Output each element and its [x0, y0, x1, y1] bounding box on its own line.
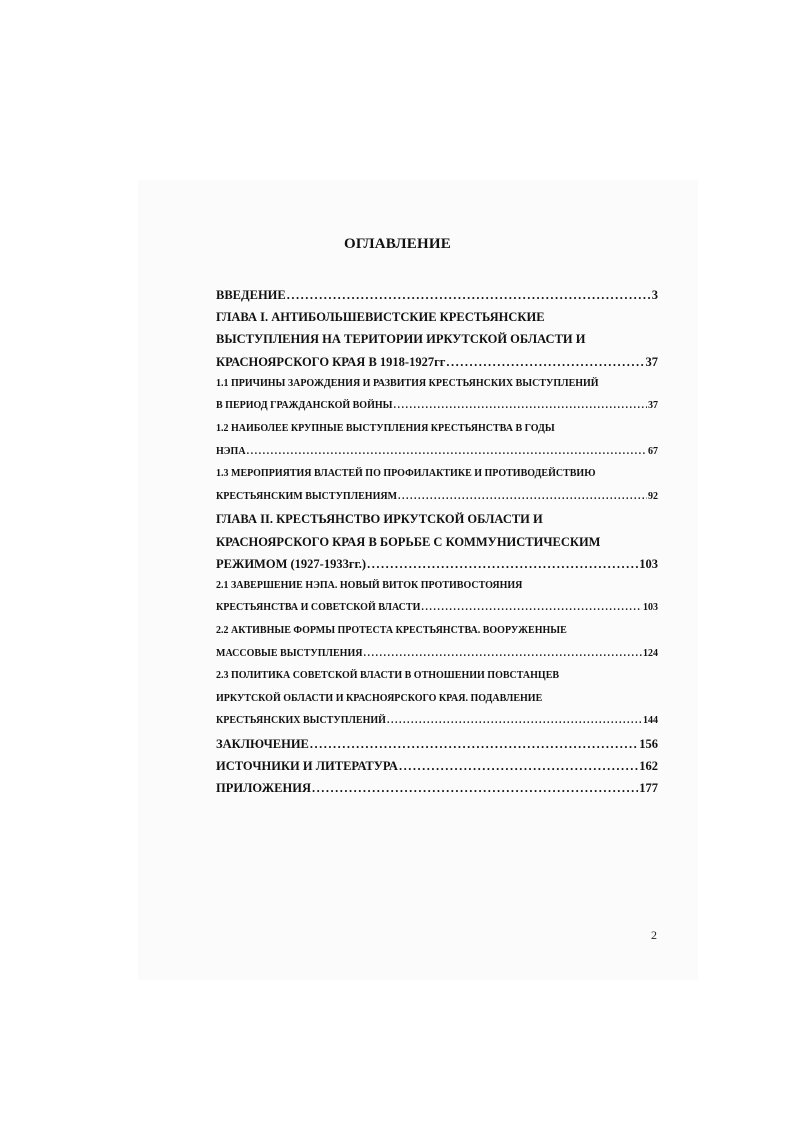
- toc-entry-text: 2.3 ПОЛИТИКА СОВЕТСКОЙ ВЛАСТИ В ОТНОШЕНИИ ПОВСТАНЦЕВ: [216, 670, 560, 682]
- toc-entry-page: 37: [648, 400, 658, 412]
- toc-entry-text: ВВЕДЕНИЕ: [216, 288, 286, 302]
- toc-entry: [216, 328, 658, 350]
- toc-entry-text: КРАСНОЯРСКОГО КРАЯ В БОРЬБЕ С КОММУНИСТИЧЕСКИМ: [216, 534, 601, 549]
- toc-entry-text: 1.3 МЕРОПРИЯТИЯ ВЛАСТЕЙ ПО ПРОФИЛАКТИКЕ И ПРОТИВОДЕЙСТВИЮ: [216, 468, 596, 480]
- toc-entry: [216, 531, 658, 553]
- toc-entry-page: 103: [643, 602, 658, 614]
- dot-leader: [393, 395, 647, 418]
- table-of-contents: [216, 284, 658, 800]
- dot-leader: [446, 351, 644, 373]
- toc-entry-page: 124: [643, 647, 658, 659]
- toc-entry-page: 162: [639, 759, 658, 774]
- toc-entry: [216, 463, 658, 486]
- toc-entry: [216, 508, 658, 530]
- dot-leader: [312, 777, 638, 799]
- toc-entry: [216, 553, 658, 575]
- dot-leader: [247, 441, 647, 464]
- dot-leader: [421, 597, 642, 620]
- toc-entry-page: 3: [651, 288, 658, 302]
- dot-leader: [398, 486, 647, 509]
- toc-entry-page: 156: [639, 737, 658, 752]
- dot-leader: [287, 284, 651, 306]
- toc-entry-text: НЭПА: [216, 445, 246, 457]
- dot-leader: [310, 733, 638, 755]
- toc-entry: [216, 351, 658, 373]
- toc-entry: [216, 665, 658, 688]
- toc-entry-text: КРЕСТЬЯНСТВА И СОВЕТСКОЙ ВЛАСТИ: [216, 602, 421, 614]
- toc-entry-text: РЕЖИМОМ (1927-1933гг.): [216, 556, 367, 571]
- toc-entry-page: 37: [645, 354, 658, 369]
- toc-entry-text: КРЕСТЬЯНСКИХ ВЫСТУПЛЕНИЙ: [216, 715, 386, 727]
- toc-entry-text: КРЕСТЬЯНСКИМ ВЫСТУПЛЕНИЯМ: [216, 490, 398, 502]
- page-title: ОГЛАВЛЕНИЕ: [344, 236, 451, 252]
- toc-entry-text: 2.2 АКТИВНЫЕ ФОРМЫ ПРОТЕСТА КРЕСТЬЯНСТВА. ВООРУЖЕННЫЕ: [216, 625, 567, 637]
- toc-entry-text: КРАСНОЯРСКОГО КРАЯ В 1918-1927гг: [216, 354, 446, 369]
- toc-entry: [216, 395, 658, 418]
- dot-leader: [363, 643, 642, 666]
- toc-entry-text: 1.1 ПРИЧИНЫ ЗАРОЖДЕНИЯ И РАЗВИТИЯ КРЕСТЬЯНСКИХ ВЫСТУПЛЕНИЙ: [216, 377, 599, 389]
- toc-entry-page: 103: [639, 556, 658, 571]
- toc-entry: [216, 733, 658, 755]
- toc-entry: [216, 284, 658, 306]
- toc-entry-text: 2.1 ЗАВЕРШЕНИЕ НЭПА. НОВЫЙ ВИТОК ПРОТИВОСТОЯНИЯ: [216, 579, 523, 591]
- toc-entry: [216, 418, 658, 441]
- toc-entry: [216, 373, 658, 396]
- toc-entry: [216, 710, 658, 733]
- dot-leader: [387, 710, 642, 733]
- toc-entry-text: ПРИЛОЖЕНИЯ: [216, 781, 311, 796]
- toc-entry: [216, 643, 658, 666]
- toc-entry: [216, 486, 658, 509]
- toc-entry-text: ГЛАВА II. КРЕСТЬЯНСТВО ИРКУТСКОЙ ОБЛАСТИ И: [216, 512, 543, 527]
- toc-entry-text: ГЛАВА I. АНТИБОЛЬШЕВИСТСКИЕ КРЕСТЬЯНСКИЕ: [216, 310, 545, 325]
- toc-entry-page: 144: [643, 715, 658, 727]
- toc-entry-text: ЗАКЛЮЧЕНИЕ: [216, 737, 309, 752]
- toc-entry: [216, 575, 658, 598]
- toc-entry-page: 67: [648, 445, 658, 457]
- toc-entry: [216, 441, 658, 464]
- toc-entry: [216, 306, 658, 328]
- toc-entry: [216, 620, 658, 643]
- toc-entry: [216, 597, 658, 620]
- toc-entry-text: ВЫСТУПЛЕНИЯ НА ТЕРИТОРИИ ИРКУТСКОЙ ОБЛАСТИ И: [216, 332, 586, 347]
- toc-entry-text: 1.2 НАИБОЛЕЕ КРУПНЫЕ ВЫСТУПЛЕНИЯ КРЕСТЬЯНСТВА В ГОДЫ: [216, 422, 555, 434]
- toc-entry-page: 177: [639, 781, 658, 796]
- toc-entry-page: 92: [648, 490, 658, 502]
- toc-entry-text: ИРКУТСКОЙ ОБЛАСТИ И КРАСНОЯРСКОГО КРАЯ. ПОДАВЛЕНИЕ: [216, 692, 543, 704]
- toc-entry: [216, 688, 658, 711]
- toc-entry: [216, 777, 658, 799]
- toc-entry-text: ИСТОЧНИКИ И ЛИТЕРАТУРА: [216, 759, 398, 774]
- dot-leader: [399, 755, 638, 777]
- page-number: 2: [651, 928, 657, 942]
- dot-leader: [367, 553, 638, 575]
- toc-entry-text: МАССОВЫЕ ВЫСТУПЛЕНИЯ: [216, 647, 363, 659]
- toc-entry-text: В ПЕРИОД ГРАЖДАНСКОЙ ВОЙНЫ: [216, 400, 393, 412]
- toc-entry: [216, 755, 658, 777]
